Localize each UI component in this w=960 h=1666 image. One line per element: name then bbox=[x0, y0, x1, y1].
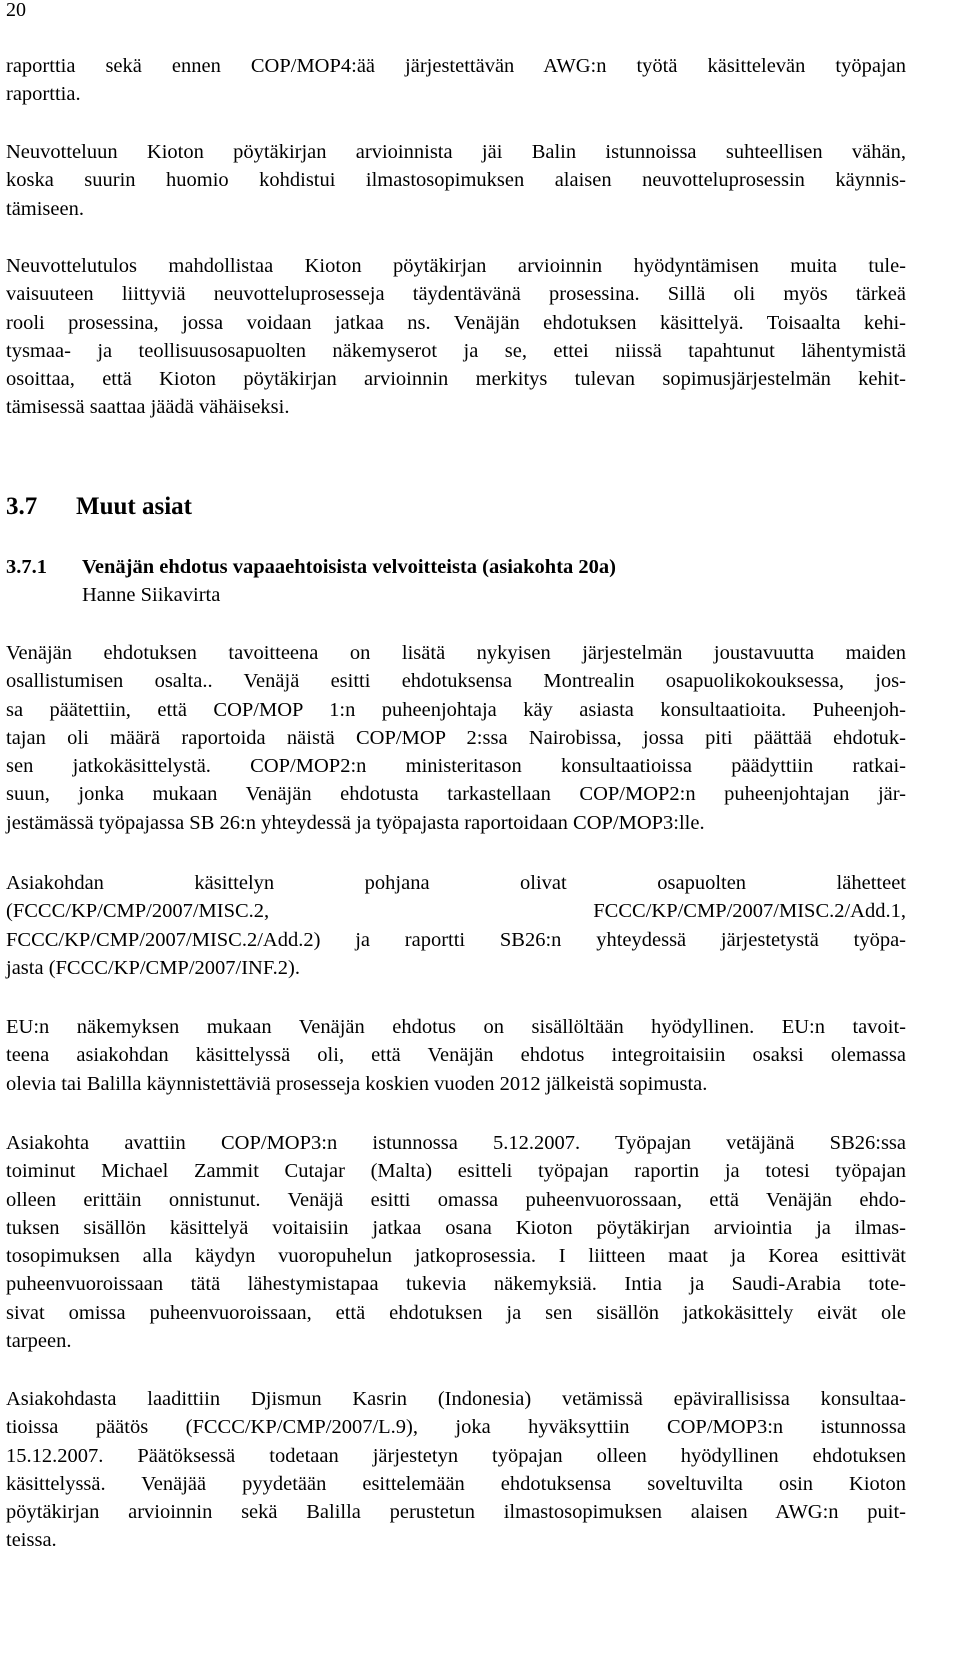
text-line: 15.12.2007. Päätöksessä todetaan järjestetyn työpajan olleen hyödyllinen ehdotuksen bbox=[6, 1444, 906, 1467]
text-line: sa päätettiin, että COP/MOP 1:n puheenjohtaja käy asiasta konsultaatioita. Puheenjoh- bbox=[6, 698, 906, 721]
paragraph bbox=[6, 52, 906, 109]
text-line: raporttia sekä ennen COP/MOP4:ää järjestettävän AWG:n työtä käsittelevän työpajan bbox=[6, 55, 906, 77]
text-line: Asiakohta avattiin COP/MOP3:n istunnossa 5.12.2007. Työpajan vetäjänä SB26:ssa bbox=[6, 1132, 906, 1154]
paragraph bbox=[6, 252, 906, 422]
paragraph bbox=[6, 1013, 906, 1098]
author-name: Hanne Siikavirta bbox=[82, 584, 221, 606]
subsection-title: Venäjän ehdotus vapaaehtoisista velvoitteista (asiakohta 20a) bbox=[82, 556, 616, 578]
text-line: FCCC/KP/CMP/2007/MISC.2/Add.2) ja raportti SB26:n yhteydessä järjestetystä työpa- bbox=[6, 928, 906, 951]
subsection-heading bbox=[6, 553, 616, 581]
text-line: suun, jonka mukaan Venäjän ehdotusta tarkastellaan COP/MOP2:n puheenjohtajan jär- bbox=[6, 783, 906, 806]
text-line: pöytäkirjan arvioinnin sekä Balilla perustetun ilmastosopimuksen alaisen AWG:n puit- bbox=[6, 1501, 906, 1524]
paragraph bbox=[6, 1385, 906, 1555]
subsection-number: 3.7.1 bbox=[6, 556, 47, 578]
text-line: Neuvotteluun Kioton pöytäkirjan arvioinnista jäi Balin istunnoissa suhteellisen vähän, bbox=[6, 141, 906, 163]
paragraph bbox=[6, 869, 906, 982]
text-line: raporttia. bbox=[6, 83, 81, 106]
text-line: käsittelyssä. Venäjää pyydetään esittelemään ehdotuksensa soveltuvilta osin Kioton bbox=[6, 1472, 906, 1495]
text-line: tajan oli määrä raportoida näistä COP/MOP 2:ssa Nairobissa, jossa piti päättää ehdotuk- bbox=[6, 726, 906, 749]
text-line: Venäjän ehdotuksen tavoitteena on lisätä nykyisen järjestelmän joustavuutta maiden bbox=[6, 642, 906, 664]
section-number: 3.7 bbox=[6, 493, 38, 520]
paragraph bbox=[6, 639, 906, 837]
text-line: teissa. bbox=[6, 1529, 57, 1552]
text-line: tämisessä saattaa jäädä vähäiseksi. bbox=[6, 396, 290, 419]
text-line: EU:n näkemyksen mukaan Venäjän ehdotus on sisällöltään hyödyllinen. EU:n tavoit- bbox=[6, 1016, 906, 1038]
text-line: tysmaa- ja teollisuusosapuolten näkemyserot ja se, ettei niissä tapahtunut lähentymistä bbox=[6, 339, 906, 362]
text-line: jestämässä työpajassa SB 26:n yhteydessä ja työpajasta raportoidaan COP/MOP3:lle. bbox=[6, 811, 705, 834]
text-line: sen jatkokäsittelystä. COP/MOP2:n ministeritason konsultaatioissa päädyttiin ratkai- bbox=[6, 755, 906, 778]
text-line: tämiseen. bbox=[6, 197, 84, 220]
text-line: tosopimuksen alla käydyn vuoropuhelun jatkoprosessia. I liitteen maat ja Korea esittivät bbox=[6, 1245, 906, 1268]
text-line: puheenvuoroissaan tätä lähestymistapaa tukevia näkemyksiä. Intia ja Saudi-Arabia tote- bbox=[6, 1273, 906, 1296]
text-line: koska suurin huomio kohdistui ilmastosopimuksen alaisen neuvotteluprosessin käynnis- bbox=[6, 169, 906, 192]
text-line: olleen erittäin onnistunut. Venäjä esitti omassa puheenvuorossaan, että Venäjän ehdo- bbox=[6, 1188, 906, 1211]
paragraph bbox=[6, 1129, 906, 1355]
text-line: osoittaa, että Kioton pöytäkirjan arvioinnin merkitys tulevan sopimusjärjestelmän kehit- bbox=[6, 368, 906, 391]
text-line: sivat omissa puheenvuoroissaan, että ehdotuksen ja sen sisällön jatkokäsittely eivät ole bbox=[6, 1301, 906, 1324]
text-line: olevia tai Balilla käynnistettäviä prosesseja koskien vuoden 2012 jälkeistä sopimusta. bbox=[6, 1072, 708, 1095]
page-number: 20 bbox=[6, 0, 26, 21]
text-line: teena asiakohdan käsittelyssä oli, että Venäjän ehdotus integroitaisiin osaksi olemassa bbox=[6, 1044, 906, 1067]
text-line: tuksen sisällön käsittelyä voitaisiin jatkaa osana Kioton pöytäkirjan arviointia ja ilmas- bbox=[6, 1216, 906, 1239]
text-line: tioissa päätös (FCCC/KP/CMP/2007/L.9), joka hyväksyttiin COP/MOP3:n istunnossa bbox=[6, 1416, 906, 1439]
text-line: (FCCC/KP/CMP/2007/MISC.2, FCCC/KP/CMP/2007/MISC.2/Add.1, bbox=[6, 900, 906, 923]
text-line: vaisuuteen liittyviä neuvotteluprosesseja täydentävänä prosessina. Sillä oli myös tärkeä bbox=[6, 283, 906, 306]
paragraph bbox=[6, 138, 906, 223]
section-heading bbox=[6, 492, 192, 522]
text-line: Asiakohdasta laadittiin Djismun Kasrin (Indonesia) vetämissä epävirallisissa konsultaa- bbox=[6, 1388, 906, 1410]
text-line: toiminut Michael Zammit Cutajar (Malta) esitteli työpajan raportin ja totesi työpajan bbox=[6, 1160, 906, 1183]
text-line: tarpeen. bbox=[6, 1330, 72, 1353]
section-title: Muut asiat bbox=[76, 493, 192, 520]
text-line: osallistumisen osalta.. Venäjä esitti ehdotuksensa Montrealin osapuolikokouksessa, jos- bbox=[6, 670, 906, 693]
text-line: rooli prosessina, jossa voidaan jatkaa ns. Venäjän ehdotuksen käsittelyä. Toisaalta kehi- bbox=[6, 311, 906, 334]
text-line: Neuvottelutulos mahdollistaa Kioton pöytäkirjan arvioinnin hyödyntämisen muita tule- bbox=[6, 255, 906, 277]
text-line: jasta (FCCC/KP/CMP/2007/INF.2). bbox=[6, 956, 300, 979]
text-line: Asiakohdan käsittelyn pohjana olivat osapuolten lähetteet bbox=[6, 872, 906, 894]
